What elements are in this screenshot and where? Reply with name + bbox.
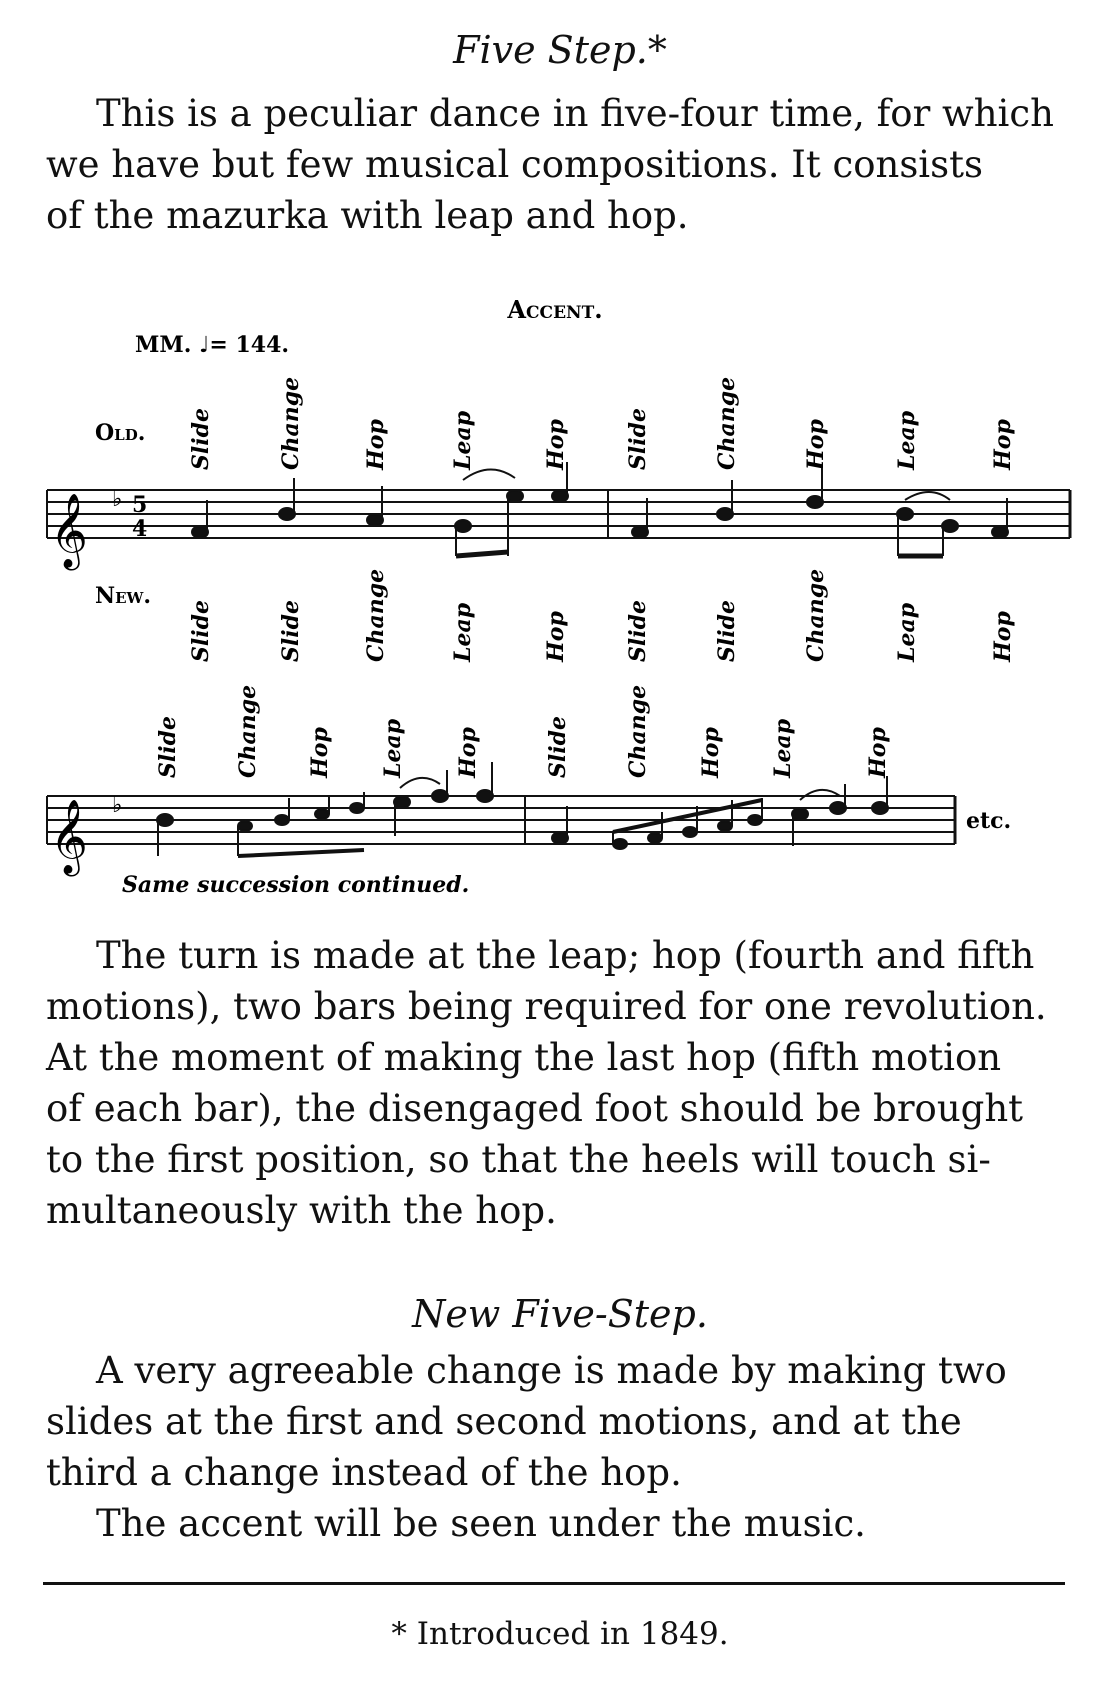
tempo-marking: MM. ♩= 144. <box>135 332 290 358</box>
old-step-label: Change <box>278 376 304 470</box>
footnote: * Introduced in 1849. <box>391 1616 729 1652</box>
new-step-label: Change <box>803 568 829 662</box>
time-signature-top: 5 <box>132 492 148 518</box>
accent-label: Accent. <box>507 295 603 324</box>
turn-paragraph <box>46 930 1076 1236</box>
new-label: New. <box>95 583 152 609</box>
second-step-label: Hop <box>307 727 333 778</box>
old-label: Old. <box>95 420 146 446</box>
flat-icon: ♭ <box>112 793 123 818</box>
second-step-label: Leap <box>770 718 796 778</box>
time-signature-bottom: 4 <box>132 516 148 542</box>
new-step-label: Leap <box>450 602 476 662</box>
new-step-label: Slide <box>625 600 651 662</box>
body-line: multaneously with the hop. <box>46 1189 557 1232</box>
body-line: of each bar), the disengaged foot should be brought <box>46 1087 1024 1130</box>
new-step-label: Hop <box>990 611 1016 662</box>
second-step-label: Slide <box>155 716 181 778</box>
second-step-label: Hop <box>698 727 724 778</box>
old-step-label: Change <box>714 376 740 470</box>
new-step-label: Hop <box>543 611 569 662</box>
new-line: third a change instead of the hop. <box>46 1451 682 1494</box>
new-step-label: Slide <box>714 600 740 662</box>
new-step-label: Slide <box>188 600 214 662</box>
old-step-label: Leap <box>894 410 920 470</box>
body-line: At the moment of making the last hop (fifth motion <box>46 1036 1002 1079</box>
old-step-label: Leap <box>450 410 476 470</box>
old-step-label: Hop <box>803 419 829 470</box>
body-line: motions), two bars being required for one revolution. <box>46 985 1047 1028</box>
continued-label: Same succession continued. <box>122 872 470 898</box>
second-step-label: Hop <box>455 727 481 778</box>
old-step-label: Slide <box>625 408 651 470</box>
new-step-label: Slide <box>278 600 304 662</box>
intro-line: This is a peculiar dance in five-four time, for which <box>96 92 1054 135</box>
etc-label: etc. <box>966 808 1012 834</box>
section-heading-five-step: Five Step.* <box>453 28 667 72</box>
body-line: to the first position, so that the heels will touch si- <box>46 1138 991 1181</box>
intro-line: we have but few musical compositions. It consists <box>46 143 983 186</box>
old-step-label: Hop <box>363 419 389 470</box>
second-step-label: Change <box>625 684 651 778</box>
intro-line: of the mazurka with leap and hop. <box>46 194 689 237</box>
new-step-label: Change <box>363 568 389 662</box>
staff-two <box>47 796 955 844</box>
second-step-label: Slide <box>545 716 571 778</box>
new-line: slides at the first and second motions, and at the <box>46 1400 962 1443</box>
treble-clef-icon: 𝄞 <box>50 800 88 874</box>
second-step-label: Hop <box>865 727 891 778</box>
flat-icon: ♭ <box>112 487 123 512</box>
treble-clef-icon: 𝄞 <box>50 494 88 568</box>
section-heading-new-five-step: New Five-Step. <box>412 1292 708 1336</box>
staff-one-notes <box>192 462 1008 556</box>
new-five-step-paragraph <box>46 1345 1076 1549</box>
new-line: A very agreeable change is made by making two <box>96 1349 1007 1392</box>
new-step-label: Leap <box>894 602 920 662</box>
footnote-rule <box>43 1582 1065 1585</box>
old-step-label: Slide <box>188 408 214 470</box>
accent-line: The accent will be seen under the music. <box>96 1502 866 1545</box>
second-step-label: Leap <box>380 718 406 778</box>
second-step-label: Change <box>235 684 261 778</box>
body-line: The turn is made at the leap; hop (fourth and fifth <box>96 934 1035 977</box>
old-step-label: Hop <box>543 419 569 470</box>
old-step-label: Hop <box>990 419 1016 470</box>
